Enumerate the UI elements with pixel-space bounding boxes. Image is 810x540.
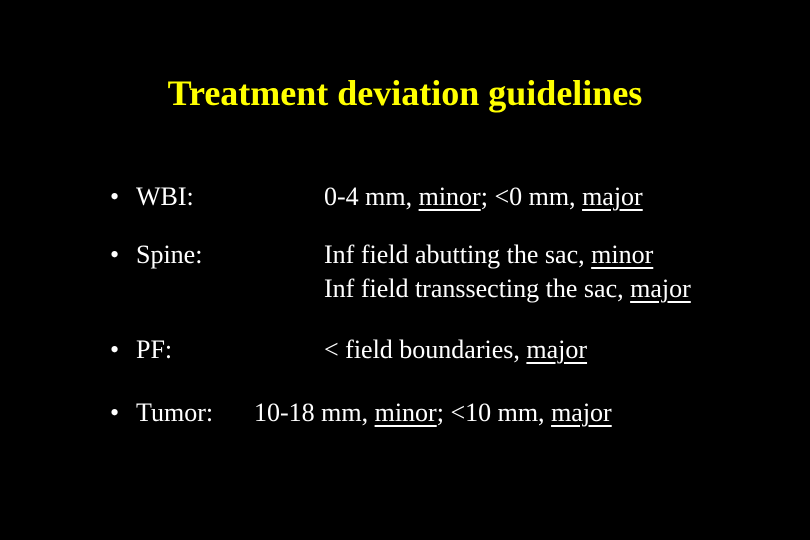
slide-title: Treatment deviation guidelines: [167, 73, 643, 113]
bullet-marker: •: [110, 398, 120, 427]
bullet-label: PF:: [136, 335, 173, 364]
value-segment-underlined: minor: [374, 398, 437, 427]
value-segment-underlined: minor: [418, 182, 481, 211]
bullet-marker: •: [110, 335, 120, 364]
bullet-marker: •: [110, 182, 120, 211]
value-segment-underlined: major: [630, 274, 691, 303]
bullet-value-line: [254, 396, 612, 430]
value-segment: Inf field transsecting the sac,: [324, 274, 631, 303]
value-segment-underlined: minor: [591, 240, 654, 269]
bullet-marker: •: [110, 240, 120, 269]
value-segment: < field boundaries,: [324, 335, 527, 364]
value-segment: ; <10 mm,: [436, 398, 552, 427]
value-segment-underlined: major: [551, 398, 612, 427]
bullet-value-line: [324, 333, 587, 367]
value-segment-underlined: major: [526, 335, 588, 364]
value-segment-underlined: major: [582, 182, 643, 211]
bullet-value-line: [324, 180, 643, 214]
bullet-label: WBI:: [136, 182, 194, 211]
bullet-value-line: [324, 272, 691, 306]
value-segment: Inf field abutting the sac,: [324, 240, 592, 269]
bullet-label: Spine:: [136, 240, 203, 269]
value-segment: 10-18 mm,: [254, 398, 375, 427]
value-segment: ; <0 mm,: [480, 182, 583, 211]
bullet-value-line: [324, 238, 653, 272]
value-segment: 0-4 mm,: [324, 182, 419, 211]
bullet-label: Tumor:: [136, 398, 214, 427]
